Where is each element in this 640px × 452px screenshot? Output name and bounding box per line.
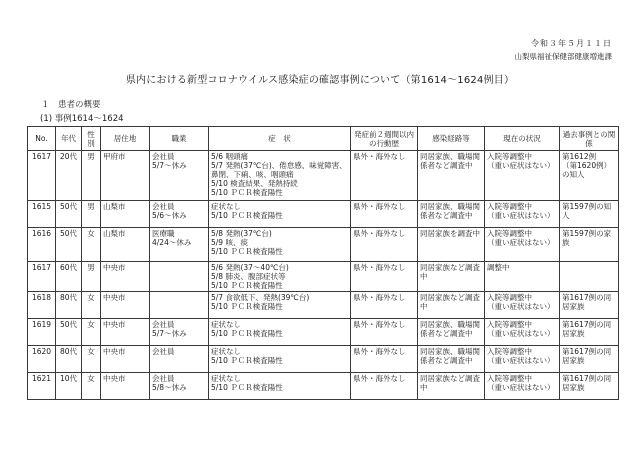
- age-cell: 50代: [56, 201, 82, 228]
- residence-cell: 中央市: [101, 262, 150, 292]
- status-cell: 入院等調整中 （重い症状はない）: [485, 319, 560, 346]
- sex-cell: 男: [82, 201, 101, 228]
- sex-cell: 男: [82, 262, 101, 292]
- travel-cell: 県外・海外なし: [351, 201, 418, 228]
- header-no: No.: [28, 127, 56, 151]
- section-heading: １ 患者の概要: [41, 100, 101, 110]
- job-cell: 会社員 5/8～休み: [150, 373, 209, 400]
- table-row: [28, 373, 619, 400]
- table-row: [28, 151, 619, 201]
- relation-cell: [560, 262, 619, 292]
- symptoms-cell: 症状なし 5/10 ＰＣＲ検査陽性: [209, 346, 351, 373]
- job-cell: 会社員 5/7～休み: [150, 319, 209, 346]
- age-cell: 50代: [56, 319, 82, 346]
- relation-cell: 第1617例の同居家族: [560, 373, 619, 400]
- job-cell: 会社員: [150, 346, 209, 373]
- age-cell: 80代: [56, 346, 82, 373]
- table-row: [28, 346, 619, 373]
- status-cell: 入院等調整中 （重い症状はない）: [485, 373, 560, 400]
- travel-cell: 県外・海外なし: [351, 373, 418, 400]
- route-cell: 同居家族、職場関係者など調査中: [418, 151, 485, 201]
- travel-cell: 県外・海外なし: [351, 228, 418, 262]
- subsection-heading: (1) 事例1614～1624: [40, 114, 124, 124]
- status-cell: 入院等調整中 （重い症状はない）: [485, 151, 560, 201]
- case-no: 1617: [28, 151, 56, 201]
- header-status: 現在の状況: [485, 127, 560, 151]
- travel-cell: 県外・海外なし: [351, 292, 418, 319]
- table-header-row: [28, 127, 619, 151]
- relation-cell: 第1612例 （第1620例）の知人: [560, 151, 619, 201]
- job-cell: 会社員 5/6～休み: [150, 201, 209, 228]
- symptoms-cell: 症状なし 5/10 ＰＣＲ検査陽性: [209, 373, 351, 400]
- sex-cell: 女: [82, 373, 101, 400]
- age-cell: 20代: [56, 151, 82, 201]
- symptoms-cell: 症状なし 5/10 ＰＣＲ検査陽性: [209, 319, 351, 346]
- symptoms-cell: 5/6 咽頭痛 5/7 発熱(37℃台)、倦怠感、味覚障害、鼻閉、下痢、咳、咽頭痛 5/10 検査結果、発熱持続 5/10 ＰＣＲ検査陽性: [209, 151, 351, 201]
- residence-cell: 甲府市: [101, 151, 150, 201]
- route-cell: 同居家族を調査中: [418, 228, 485, 262]
- header-route: 感染経路等: [418, 127, 485, 151]
- job-cell: [150, 292, 209, 319]
- job-cell: [150, 262, 209, 292]
- case-no: 1619: [28, 319, 56, 346]
- case-no: 1621: [28, 373, 56, 400]
- status-cell: 入院等調整中 （重い症状はない）: [485, 201, 560, 228]
- travel-cell: 県外・海外なし: [351, 346, 418, 373]
- job-cell: 医療職 4/24～休み: [150, 228, 209, 262]
- age-cell: 10代: [56, 373, 82, 400]
- relation-cell: 第1617例の同居家族: [560, 346, 619, 373]
- header-travel: 発症前２週間以内の行動歴: [351, 127, 418, 151]
- table-row: [28, 319, 619, 346]
- route-cell: 同居家族など調査中: [418, 373, 485, 400]
- sex-cell: 女: [82, 292, 101, 319]
- case-no: 1615: [28, 201, 56, 228]
- header-age: 年代: [56, 127, 82, 151]
- header-sex: 性別: [82, 127, 101, 151]
- travel-cell: 県外・海外なし: [351, 319, 418, 346]
- table-row: [28, 262, 619, 292]
- residence-cell: 山梨市: [101, 201, 150, 228]
- symptoms-cell: 症状なし 5/10 ＰＣＲ検査陽性: [209, 201, 351, 228]
- case-table: [27, 126, 619, 400]
- residence-cell: 中央市: [101, 373, 150, 400]
- relation-cell: 第1597例の知人: [560, 201, 619, 228]
- header-relation: 過去事例との関係: [560, 127, 619, 151]
- case-no: 1616: [28, 228, 56, 262]
- job-cell: 会社員 5/7～休み: [150, 151, 209, 201]
- header-residence: 居住地: [101, 127, 150, 151]
- age-cell: 50代: [56, 228, 82, 262]
- residence-cell: 中央市: [101, 319, 150, 346]
- relation-cell: 第1617例の同居家族: [560, 292, 619, 319]
- sex-cell: 女: [82, 319, 101, 346]
- route-cell: 同居家族、職場関係者など調査中: [418, 319, 485, 346]
- travel-cell: 県外・海外なし: [351, 262, 418, 292]
- age-cell: 60代: [56, 262, 82, 292]
- header-job: 職業: [150, 127, 209, 151]
- table-row: [28, 228, 619, 262]
- table-row: [28, 292, 619, 319]
- case-no: 1618: [28, 292, 56, 319]
- sex-cell: 女: [82, 228, 101, 262]
- relation-cell: 第1617例の同居家族: [560, 319, 619, 346]
- route-cell: 同居家族、職場関係者など調査中: [418, 201, 485, 228]
- sex-cell: 男: [82, 151, 101, 201]
- document-title: 県内における新型コロナウイルス感染症の確認事例について（第1614～1624例目）: [125, 75, 515, 86]
- status-cell: 入院等調整中 （重い症状はない）: [485, 292, 560, 319]
- route-cell: 同居家族、職場関係者など調査中: [418, 346, 485, 373]
- symptoms-cell: 5/8 発熱(37℃台) 5/9 咳、痰 5/10 ＰＣＲ検査陽性: [209, 228, 351, 262]
- age-cell: 80代: [56, 292, 82, 319]
- status-cell: 入院等調整中 （重い症状はない）: [485, 228, 560, 262]
- symptoms-cell: 5/6 発熱(37～40℃台) 5/8 肺炎、腹部症状等 5/10 ＰＣＲ検査陽性: [209, 262, 351, 292]
- route-cell: 同居家族など調査中: [418, 292, 485, 319]
- document-date: 令和３年５月１１日: [531, 39, 612, 48]
- residence-cell: 中央市: [101, 346, 150, 373]
- symptoms-cell: 5/7 食欲低下、発熱(39℃台) 5/10 ＰＣＲ検査陽性: [209, 292, 351, 319]
- issuing-department: 山梨県福祉保健部健康増進課: [514, 52, 612, 61]
- residence-cell: 中央市: [101, 292, 150, 319]
- sex-cell: 女: [82, 346, 101, 373]
- status-cell: 調整中: [485, 262, 560, 292]
- case-no: 1620: [28, 346, 56, 373]
- travel-cell: 県外・海外なし: [351, 151, 418, 201]
- table-row: [28, 201, 619, 228]
- header-symptoms: 症 状: [209, 127, 351, 151]
- relation-cell: 第1597例の家族: [560, 228, 619, 262]
- residence-cell: 山梨市: [101, 228, 150, 262]
- case-no: 1617: [28, 262, 56, 292]
- route-cell: 同居家族など調査中: [418, 262, 485, 292]
- status-cell: 入院等調整中 （重い症状はない）: [485, 346, 560, 373]
